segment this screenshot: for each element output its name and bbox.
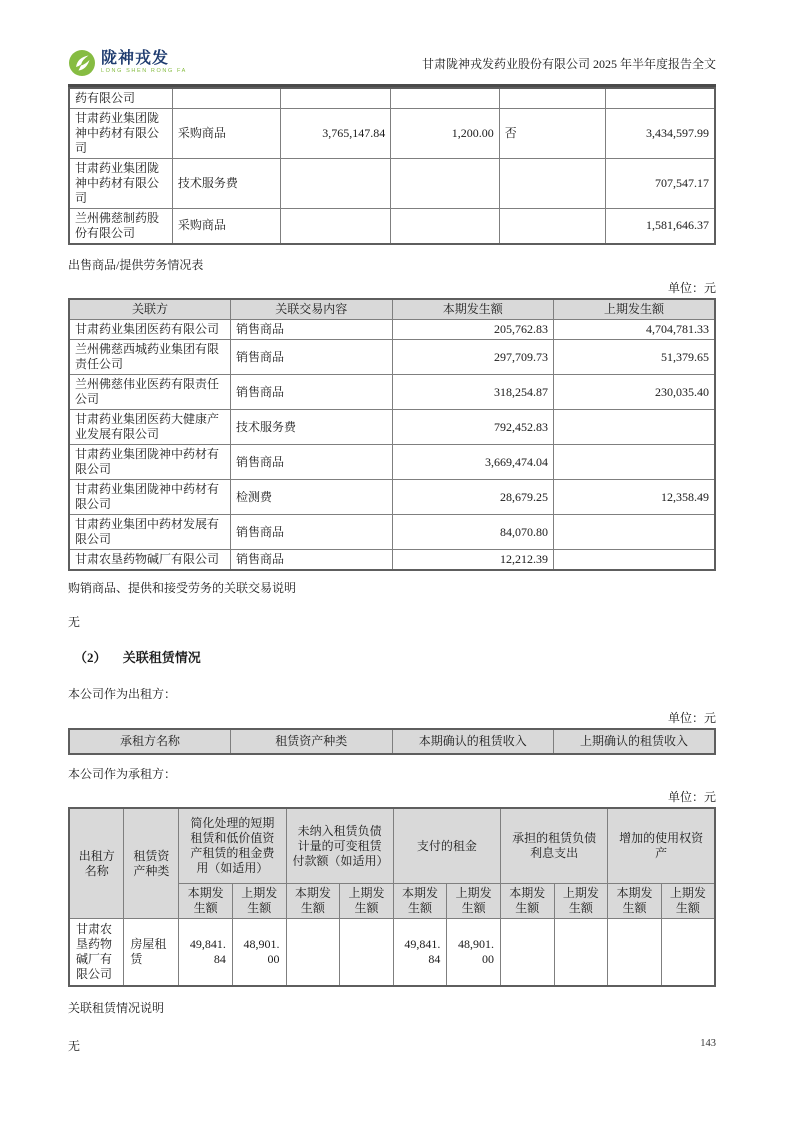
column-group-header: 承担的租赁负债利息支出 <box>500 808 607 884</box>
table-cell: 297,709.73 <box>392 340 554 375</box>
table-cell: 甘肃药业集团中药材发展有限公司 <box>69 515 231 550</box>
table-cell <box>554 445 716 480</box>
table-row <box>69 208 715 244</box>
table-row <box>69 340 715 375</box>
table-cell: 28,679.25 <box>392 480 554 515</box>
none-text: 无 <box>68 1038 81 1053</box>
column-header: 本期确认的租赁收入 <box>392 729 554 754</box>
table-cell: 12,212.39 <box>392 550 554 571</box>
table-group-header-row <box>69 808 715 884</box>
column-subheader: 上期发生额 <box>554 884 608 919</box>
column-subheader: 本期发生额 <box>608 884 662 919</box>
sales-transactions-table <box>68 298 716 571</box>
table-cell: 1,581,646.37 <box>605 208 715 244</box>
as-lessee-text: 本公司作为承租方： <box>68 766 177 781</box>
column-subheader: 本期发生额 <box>393 884 447 919</box>
table-row <box>69 515 715 550</box>
column-header: 出租方名称 <box>69 808 124 919</box>
column-header: 租赁资产种类 <box>231 729 393 754</box>
table-cell: 3,434,597.99 <box>605 108 715 158</box>
table-row <box>69 375 715 410</box>
table-row <box>69 108 715 158</box>
table-cell: 销售商品 <box>231 550 393 571</box>
table-cell: 采购商品 <box>172 208 281 244</box>
table-row <box>69 480 715 515</box>
table-cell: 销售商品 <box>231 340 393 375</box>
table-cell: 3,765,147.84 <box>281 108 391 158</box>
unit-label: 单位：元 <box>667 790 716 805</box>
table-row <box>69 410 715 445</box>
logo-text-block <box>101 51 187 75</box>
table-cell: 1,200.00 <box>391 108 500 158</box>
column-subheader: 上期发生额 <box>340 884 394 919</box>
table-cell: 51,379.65 <box>554 340 716 375</box>
lease-note-text: 关联租赁情况说明 <box>68 1001 165 1016</box>
logo-leaf-icon <box>68 49 96 77</box>
table-cell: 兰州佛慈制药股份有限公司 <box>69 208 172 244</box>
table-cell: 甘肃农垦药物碱厂有限公司 <box>69 919 124 987</box>
table-row <box>69 445 715 480</box>
table-cell <box>554 550 716 571</box>
table-row <box>69 88 715 109</box>
table-cell <box>500 919 554 987</box>
purchase-sales-note: 购销商品、提供和接受劳务的关联交易说明 <box>68 581 297 596</box>
table-cell: 49,841.84 <box>179 919 233 987</box>
column-group-header: 增加的使用权资产 <box>608 808 715 884</box>
column-subheader: 上期发生额 <box>232 884 286 919</box>
table-cell <box>281 88 391 109</box>
table-cell: 销售商品 <box>231 445 393 480</box>
logo-company-name: 陇神戎发 <box>101 50 170 68</box>
table-cell <box>281 158 391 208</box>
unit-label: 单位：元 <box>667 710 716 725</box>
table-cell <box>499 208 605 244</box>
table-cell: 230,035.40 <box>554 375 716 410</box>
table-cell <box>605 88 715 109</box>
table-cell <box>608 919 662 987</box>
column-group-header: 简化处理的短期租赁和低价值资产租赁的租金费用（如适用） <box>179 808 286 884</box>
table-cell: 甘肃药业集团医药有限公司 <box>69 320 231 340</box>
table-cell: 采购商品 <box>172 108 281 158</box>
table-cell <box>281 208 391 244</box>
company-logo <box>68 49 187 77</box>
table-cell <box>499 158 605 208</box>
table-cell: 房屋租赁 <box>124 919 179 987</box>
logo-company-name-en: LONG SHEN RONG FA <box>101 68 187 75</box>
lessor-table <box>68 728 716 755</box>
table-cell <box>554 919 608 987</box>
table-cell: 甘肃药业集团陇神中药材有限公司 <box>69 480 231 515</box>
lessee-table <box>68 807 716 987</box>
lessee-table-header <box>69 808 715 919</box>
table-cell: 否 <box>499 108 605 158</box>
table-cell: 销售商品 <box>231 515 393 550</box>
column-header: 本期发生额 <box>392 299 554 320</box>
table-row <box>69 919 715 987</box>
sales-table-body <box>69 320 715 571</box>
table-cell: 48,901.00 <box>447 919 501 987</box>
table-cell: 3,669,474.04 <box>392 445 554 480</box>
table-cell <box>391 208 500 244</box>
table-cell <box>172 88 281 109</box>
table-cell: 甘肃药业集团陇神中药材有限公司 <box>69 158 172 208</box>
table-row <box>69 320 715 340</box>
table-cell: 药有限公司 <box>69 88 172 109</box>
column-header: 承租方名称 <box>69 729 231 754</box>
table-cell: 甘肃农垦药物碱厂有限公司 <box>69 550 231 571</box>
none-text: 无 <box>68 614 81 629</box>
column-header: 上期确认的租赁收入 <box>554 729 716 754</box>
table-cell <box>391 88 500 109</box>
purchase-transactions-table <box>68 87 716 245</box>
table-row <box>69 158 715 208</box>
section-title: 关联租赁情况 <box>122 650 201 666</box>
table-cell <box>340 919 394 987</box>
document-title: 甘肃陇神戎发药业股份有限公司 2025 年半年度报告全文 <box>421 56 716 71</box>
purchase-table-body <box>69 88 715 244</box>
column-header: 关联交易内容 <box>231 299 393 320</box>
table-cell: 318,254.87 <box>392 375 554 410</box>
page-header <box>68 46 716 80</box>
table-cell: 48,901.00 <box>232 919 286 987</box>
lessee-table-body <box>69 919 715 987</box>
table-cell <box>286 919 340 987</box>
column-header: 关联方 <box>69 299 231 320</box>
table-cell: 兰州佛慈西城药业集团有限责任公司 <box>69 340 231 375</box>
column-subheader: 上期发生额 <box>447 884 501 919</box>
table-cell <box>661 919 715 987</box>
column-subheader: 上期发生额 <box>661 884 715 919</box>
table-cell <box>391 158 500 208</box>
section-number: （2） <box>74 650 107 666</box>
table-cell: 49,841.84 <box>393 919 447 987</box>
column-group-header: 支付的租金 <box>393 808 500 884</box>
column-header: 上期发生额 <box>554 299 716 320</box>
table-cell: 兰州佛慈伟业医药有限责任公司 <box>69 375 231 410</box>
table-cell: 205,762.83 <box>392 320 554 340</box>
column-header: 租赁资产种类 <box>124 808 179 919</box>
table-cell: 792,452.83 <box>392 410 554 445</box>
table-cell: 707,547.17 <box>605 158 715 208</box>
table-cell: 技术服务费 <box>172 158 281 208</box>
column-subheader: 本期发生额 <box>500 884 554 919</box>
table-cell: 12,358.49 <box>554 480 716 515</box>
sales-table-header <box>69 299 715 320</box>
table-cell: 检测费 <box>231 480 393 515</box>
table-header-row <box>69 299 715 320</box>
table-cell: 甘肃药业集团陇神中药材有限公司 <box>69 445 231 480</box>
page-number: 143 <box>700 1038 716 1049</box>
column-group-header: 未纳入租赁负债计量的可变租赁付款额（如适用） <box>286 808 393 884</box>
table-cell: 甘肃药业集团陇神中药材有限公司 <box>69 108 172 158</box>
table-cell: 销售商品 <box>231 375 393 410</box>
column-subheader: 本期发生额 <box>286 884 340 919</box>
as-lessor-text: 本公司作为出租方： <box>68 687 177 702</box>
table-row <box>69 550 715 571</box>
table-cell: 技术服务费 <box>231 410 393 445</box>
sales-table-caption: 出售商品/提供劳务情况表 <box>68 257 204 272</box>
section-heading <box>74 650 716 667</box>
table-cell: 销售商品 <box>231 320 393 340</box>
lessor-table-header <box>69 729 715 754</box>
table-cell <box>554 515 716 550</box>
column-subheader: 本期发生额 <box>179 884 233 919</box>
table-cell <box>554 410 716 445</box>
table-cell: 甘肃药业集团医药大健康产业发展有限公司 <box>69 410 231 445</box>
table-header-row <box>69 729 715 754</box>
table-cell <box>499 88 605 109</box>
unit-label: 单位：元 <box>667 281 716 296</box>
table-cell: 4,704,781.33 <box>554 320 716 340</box>
table-cell: 84,070.80 <box>392 515 554 550</box>
